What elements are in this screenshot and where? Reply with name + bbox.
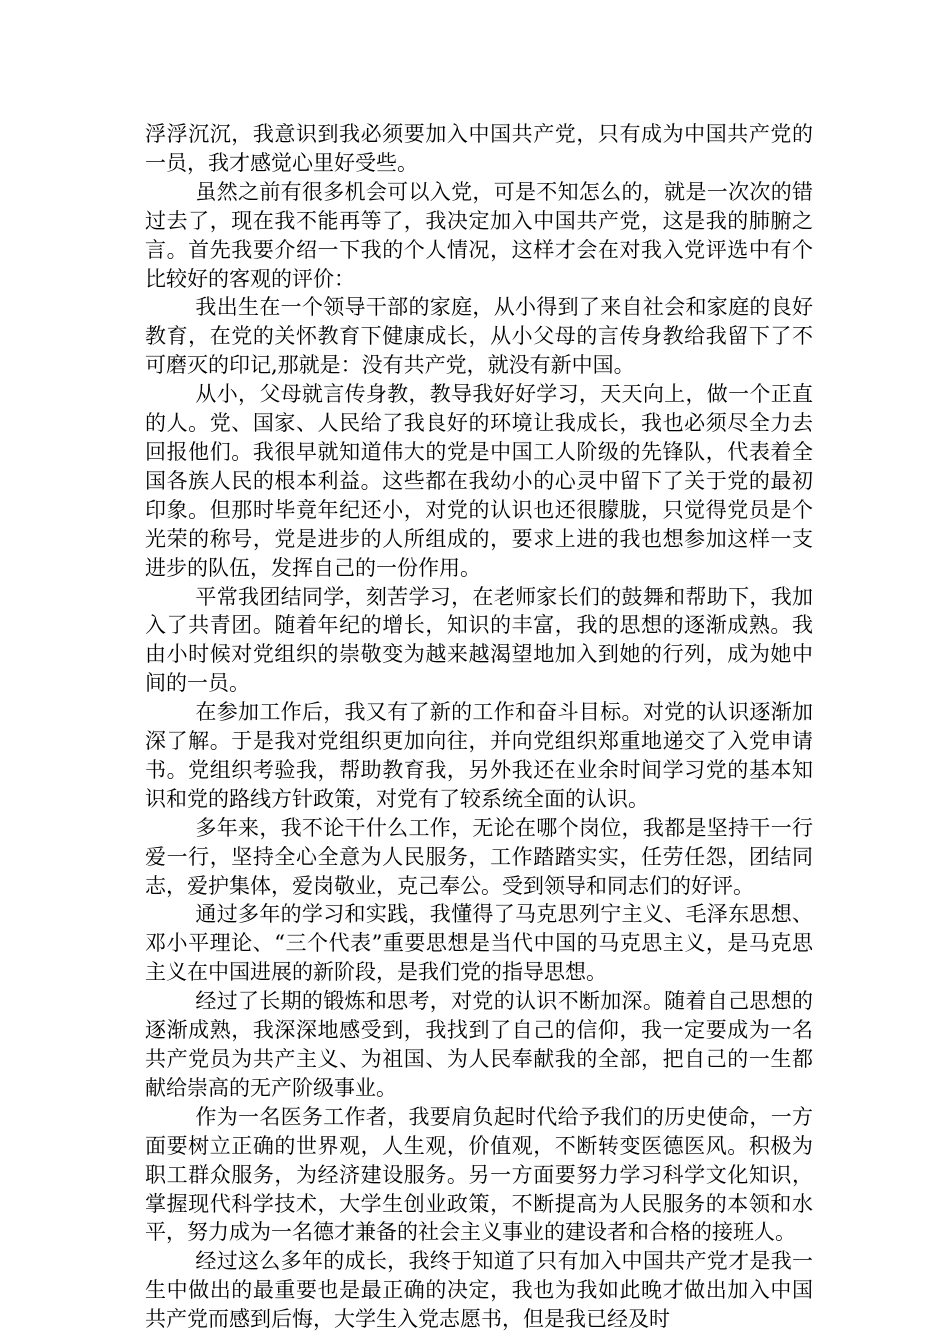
paragraph: 通过多年的学习和实践，我懂得了马克思列宁主义、毛泽东思想、邓小平理论、“三个代表”重要思想是当代中国的马克思主义，是马克思主义在中国进展的新阶段，是我们党的指导思想。	[145, 902, 813, 985]
paragraph: 虽然之前有很多机会可以入党，可是不知怎么的，就是一次次的错过去了，现在我不能再等了，我决定加入中国共产党，这是我的肺腑之言。首先我要介绍一下我的个人情况，这样才会在对我入党评选中有个比较好的客观的评价：	[145, 179, 813, 291]
paragraph: 从小，父母就言传身教，教导我好好学习，天天向上，做一个正直的人。党、国家、人民给了我良好的环境让我成长，我也必须尽全力去回报他们。我很早就知道伟大的党是中国工人阶级的先锋队，代表着全国各族人民的根本利益。这些都在我幼小的心灵中留下了关于党的最初印象。但那时毕竟年纪还小，对党的认识也还很朦胧，只觉得党员是个光荣的称号，党是进步的人所组成的，要求上进的我也想参加这样一支进步的队伍，发挥自己的一份作用。	[145, 382, 813, 580]
paragraph: 浮浮沉沉，我意识到我必须要加入中国共产党，只有成为中国共产党的一员，我才感觉心里好受些。	[145, 122, 813, 175]
paragraph: 在参加工作后，我又有了新的工作和奋斗目标。对党的认识逐渐加深了解。于是我对党组织更加向往，并向党组织郑重地递交了入党申请书。党组织考验我，帮助教育我，另外我还在业余时间学习党的基本知识和党的路线方针政策，对党有了较系统全面的认识。	[145, 700, 813, 811]
paragraph: 我出生在一个领导干部的家庭，从小得到了来自社会和家庭的良好教育，在党的关怀教育下健康成长，从小父母的言传身教给我留下了不可磨灭的印记,那就是：没有共产党，就没有新中国。	[145, 295, 813, 378]
document-body	[145, 120, 813, 1334]
paragraph: 经过这么多年的成长，我终于知道了只有加入中国共产党才是我一生中做出的最重要也是最正确的决定，我也为我如此晚才做出加入中国共产党而感到后悔，大学生入党志愿书，但是我已经及时	[145, 1249, 813, 1332]
paragraph: 多年来，我不论干什么工作，无论在哪个岗位，我都是坚持干一行爱一行，坚持全心全意为人民服务，工作踏踏实实，任劳任怨，团结同志，爱护集体，爱岗敬业，克己奉公。受到领导和同志们的好评。	[145, 815, 813, 898]
paragraph: 作为一名医务工作者，我要肩负起时代给予我们的历史使命，一方面要树立正确的世界观，人生观，价值观，不断转变医德医风。积极为职工群众服务，为经济建设服务。另一方面要努力学习科学文化知识，掌握现代科学技术，大学生创业政策，不断提高为人民服务的本领和水平，努力成为一名德才兼备的社会主义事业的建设者和合格的接班人。	[145, 1104, 813, 1245]
paragraph: 平常我团结同学，刻苦学习，在老师家长们的鼓舞和帮助下，我加入了共青团。随着年纪的增长，知识的丰富，我的思想的逐渐成熟。我由小时候对党组织的崇敬变为越来越渴望地加入到她的行列，成为她中间的一员。	[145, 584, 813, 696]
paragraph: 经过了长期的锻炼和思考，对党的认识不断加深。随着自己思想的逐渐成熟，我深深地感受到，我找到了自己的信仰，我一定要成为一名共产党员为共产主义、为祖国、为人民奉献我的全部，把自己的一生都献给崇高的无产阶级事业。	[145, 989, 813, 1100]
